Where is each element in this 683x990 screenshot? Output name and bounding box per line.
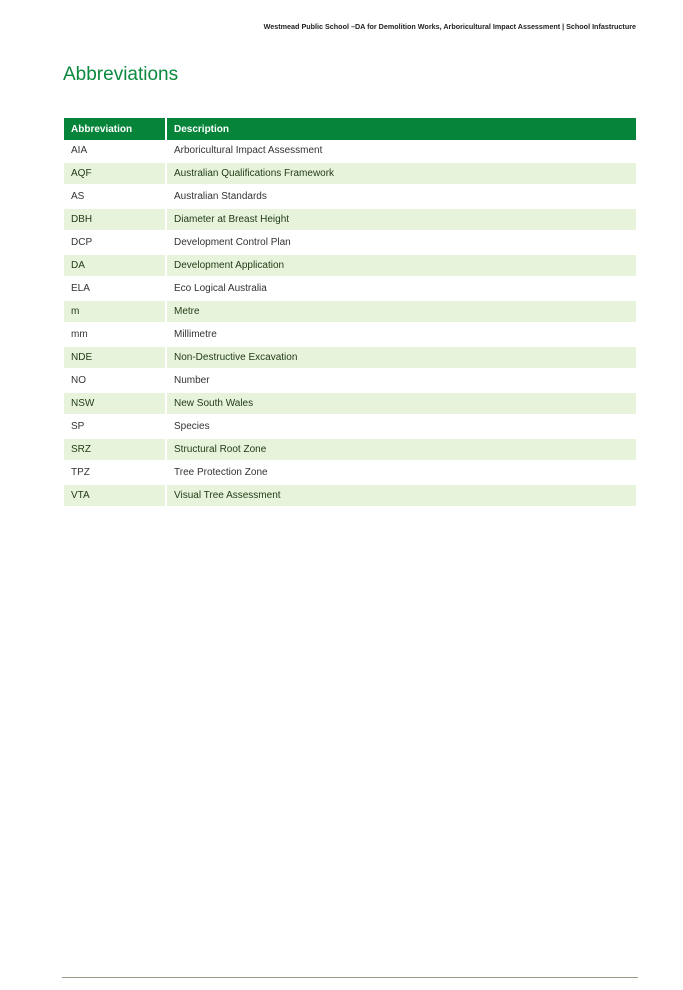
description-cell: Diameter at Breast Height: [166, 208, 636, 231]
abbreviation-cell: SP: [64, 415, 166, 438]
abbreviation-cell: AQF: [64, 162, 166, 185]
table-row: [64, 254, 636, 277]
table-body: [64, 140, 636, 507]
abbreviations-table: [64, 118, 636, 508]
abbreviation-cell: ELA: [64, 277, 166, 300]
description-cell: Australian Standards: [166, 185, 636, 208]
column-header-description: Description: [166, 118, 636, 140]
abbreviation-cell: SRZ: [64, 438, 166, 461]
abbreviation-cell: DCP: [64, 231, 166, 254]
table-header-row: [64, 118, 636, 140]
description-cell: Millimetre: [166, 323, 636, 346]
description-cell: Arboricultural Impact Assessment: [166, 140, 636, 162]
description-cell: Number: [166, 369, 636, 392]
description-cell: Development Control Plan: [166, 231, 636, 254]
abbreviation-cell: AS: [64, 185, 166, 208]
description-cell: Development Application: [166, 254, 636, 277]
table-row: [64, 369, 636, 392]
abbreviation-cell: TPZ: [64, 461, 166, 484]
description-cell: Eco Logical Australia: [166, 277, 636, 300]
running-header: Westmead Public School –DA for Demolition Works, Arboricultural Impact Assessment | School Infastructure: [263, 22, 636, 31]
abbreviation-cell: NO: [64, 369, 166, 392]
table-row: [64, 346, 636, 369]
abbreviation-cell: mm: [64, 323, 166, 346]
table-row: [64, 300, 636, 323]
table-row: [64, 208, 636, 231]
abbreviation-cell: DA: [64, 254, 166, 277]
table-row: [64, 392, 636, 415]
description-cell: Non-Destructive Excavation: [166, 346, 636, 369]
table-row: [64, 323, 636, 346]
table-row: [64, 140, 636, 162]
table-row: [64, 484, 636, 507]
page-title: Abbreviations: [63, 64, 179, 85]
description-cell: Tree Protection Zone: [166, 461, 636, 484]
abbreviation-cell: NDE: [64, 346, 166, 369]
table-row: [64, 185, 636, 208]
table-row: [64, 162, 636, 185]
description-cell: Species: [166, 415, 636, 438]
abbreviation-cell: NSW: [64, 392, 166, 415]
column-header-abbreviation: Abbreviation: [64, 118, 166, 140]
table-row: [64, 461, 636, 484]
table-row: [64, 231, 636, 254]
footer-rule: [62, 977, 638, 978]
abbreviation-cell: DBH: [64, 208, 166, 231]
description-cell: Structural Root Zone: [166, 438, 636, 461]
description-cell: Visual Tree Assessment: [166, 484, 636, 507]
description-cell: Australian Qualifications Framework: [166, 162, 636, 185]
abbreviation-cell: m: [64, 300, 166, 323]
description-cell: Metre: [166, 300, 636, 323]
abbreviation-cell: VTA: [64, 484, 166, 507]
table-row: [64, 415, 636, 438]
description-cell: New South Wales: [166, 392, 636, 415]
table-row: [64, 438, 636, 461]
table-row: [64, 277, 636, 300]
abbreviation-cell: AIA: [64, 140, 166, 162]
